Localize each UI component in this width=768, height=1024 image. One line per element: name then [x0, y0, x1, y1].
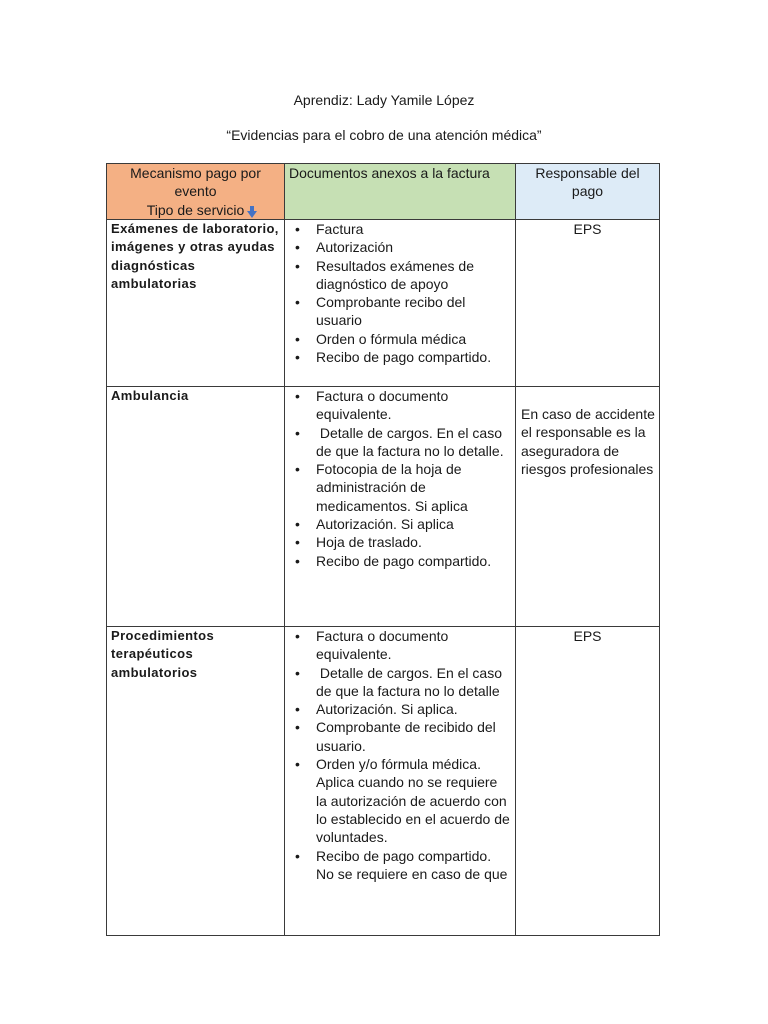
- bullet-icon: •: [295, 516, 300, 533]
- document-title: “Evidencias para el cobro de una atención médica”: [226, 127, 542, 143]
- list-item: • Comprobante de recibido del usuario.: [295, 719, 496, 754]
- bullet-icon: •: [295, 552, 300, 569]
- service-cell: Exámenes de laboratorio, imágenes y otras ayudas diagnósticas ambulatorias: [107, 220, 285, 387]
- author-line: Aprendiz: Lady Yamile López: [293, 92, 475, 108]
- list-item: • Autorización: [295, 239, 394, 256]
- table-row: [107, 627, 660, 936]
- list-item: • Fotocopia de la hoja de administración de medicamentos. Si aplica: [295, 461, 468, 514]
- bullet-icon: •: [295, 257, 300, 274]
- documents-cell: [285, 387, 516, 627]
- documents-list: [289, 387, 511, 570]
- documents-cell: [285, 220, 516, 387]
- documents-cell: [285, 627, 516, 936]
- list-item: • Detalle de cargos. En el caso de que la factura no lo detalle.: [295, 424, 506, 459]
- bullet-icon: •: [295, 388, 300, 404]
- bullet-icon: •: [295, 756, 300, 773]
- header-col1-line2: evento: [174, 183, 217, 200]
- bullet-icon: •: [295, 294, 300, 311]
- list-item: • Hoja de traslado.: [295, 534, 422, 551]
- evidence-table: [106, 163, 660, 936]
- documents-list: [289, 220, 511, 366]
- bullet-icon: •: [295, 239, 300, 256]
- bullet-icon: •: [295, 719, 300, 736]
- bullet-icon: •: [295, 664, 300, 681]
- header-payment-mechanism: [107, 164, 285, 220]
- list-item: • Recibo de pago compartido.: [295, 552, 492, 569]
- list-item: • Recibo de pago compartido. No se requiere en caso de que: [295, 847, 508, 882]
- bullet-icon: •: [295, 461, 300, 478]
- header-col3-line2: pago: [571, 183, 604, 200]
- bullet-icon: •: [295, 847, 300, 864]
- bullet-icon: •: [295, 221, 300, 237]
- sort-down-arrow-icon[interactable]: [247, 206, 257, 218]
- service-cell: Ambulancia: [107, 387, 285, 627]
- bullet-icon: •: [295, 534, 300, 551]
- bullet-icon: •: [295, 424, 300, 441]
- header-documents: Documentos anexos a la factura: [285, 164, 516, 220]
- list-item: • Autorización. Si aplica.: [295, 701, 458, 718]
- table-row: [107, 220, 660, 387]
- list-item: • Factura: [295, 221, 364, 237]
- header-col3-line1: Responsable del: [535, 165, 640, 181]
- list-item: • Factura o documento equivalente.: [295, 628, 449, 663]
- list-item: • Orden o fórmula médica: [295, 330, 467, 347]
- list-item: • Factura o documento equivalente.: [295, 388, 449, 423]
- list-item: • Comprobante recibo del usuario: [295, 294, 466, 329]
- list-item: • Orden y/o fórmula médica. Aplica cuando no se requiere la autorización de acuerdo con lo establecido en el acuerdo de voluntades.: [295, 756, 510, 846]
- bullet-icon: •: [295, 628, 300, 644]
- list-item: • Recibo de pago compartido.: [295, 349, 492, 366]
- table-row: [107, 387, 660, 627]
- responsible-cell: EPS: [516, 220, 660, 387]
- service-cell: Procedimientos terapéuticos ambulatorios: [107, 627, 285, 936]
- bullet-icon: •: [295, 349, 300, 366]
- header-responsible: [516, 164, 660, 220]
- header-col1-line3: Tipo de servicio: [146, 201, 245, 218]
- list-item: • Resultados exámenes de diagnóstico de apoyo: [295, 257, 474, 292]
- header-col1-line1: Mecanismo pago por: [130, 165, 261, 181]
- bullet-icon: •: [295, 701, 300, 718]
- bullet-icon: •: [295, 330, 300, 347]
- documents-list: [289, 627, 511, 883]
- responsible-cell: En caso de accidente el responsable es la aseguradora de riesgos profesionales: [516, 387, 660, 627]
- responsible-cell: EPS: [516, 627, 660, 936]
- list-item: • Autorización. Si aplica: [295, 516, 454, 533]
- table-header-row: [107, 164, 660, 220]
- list-item: • Detalle de cargos. En el caso de que la factura no lo detalle: [295, 664, 506, 699]
